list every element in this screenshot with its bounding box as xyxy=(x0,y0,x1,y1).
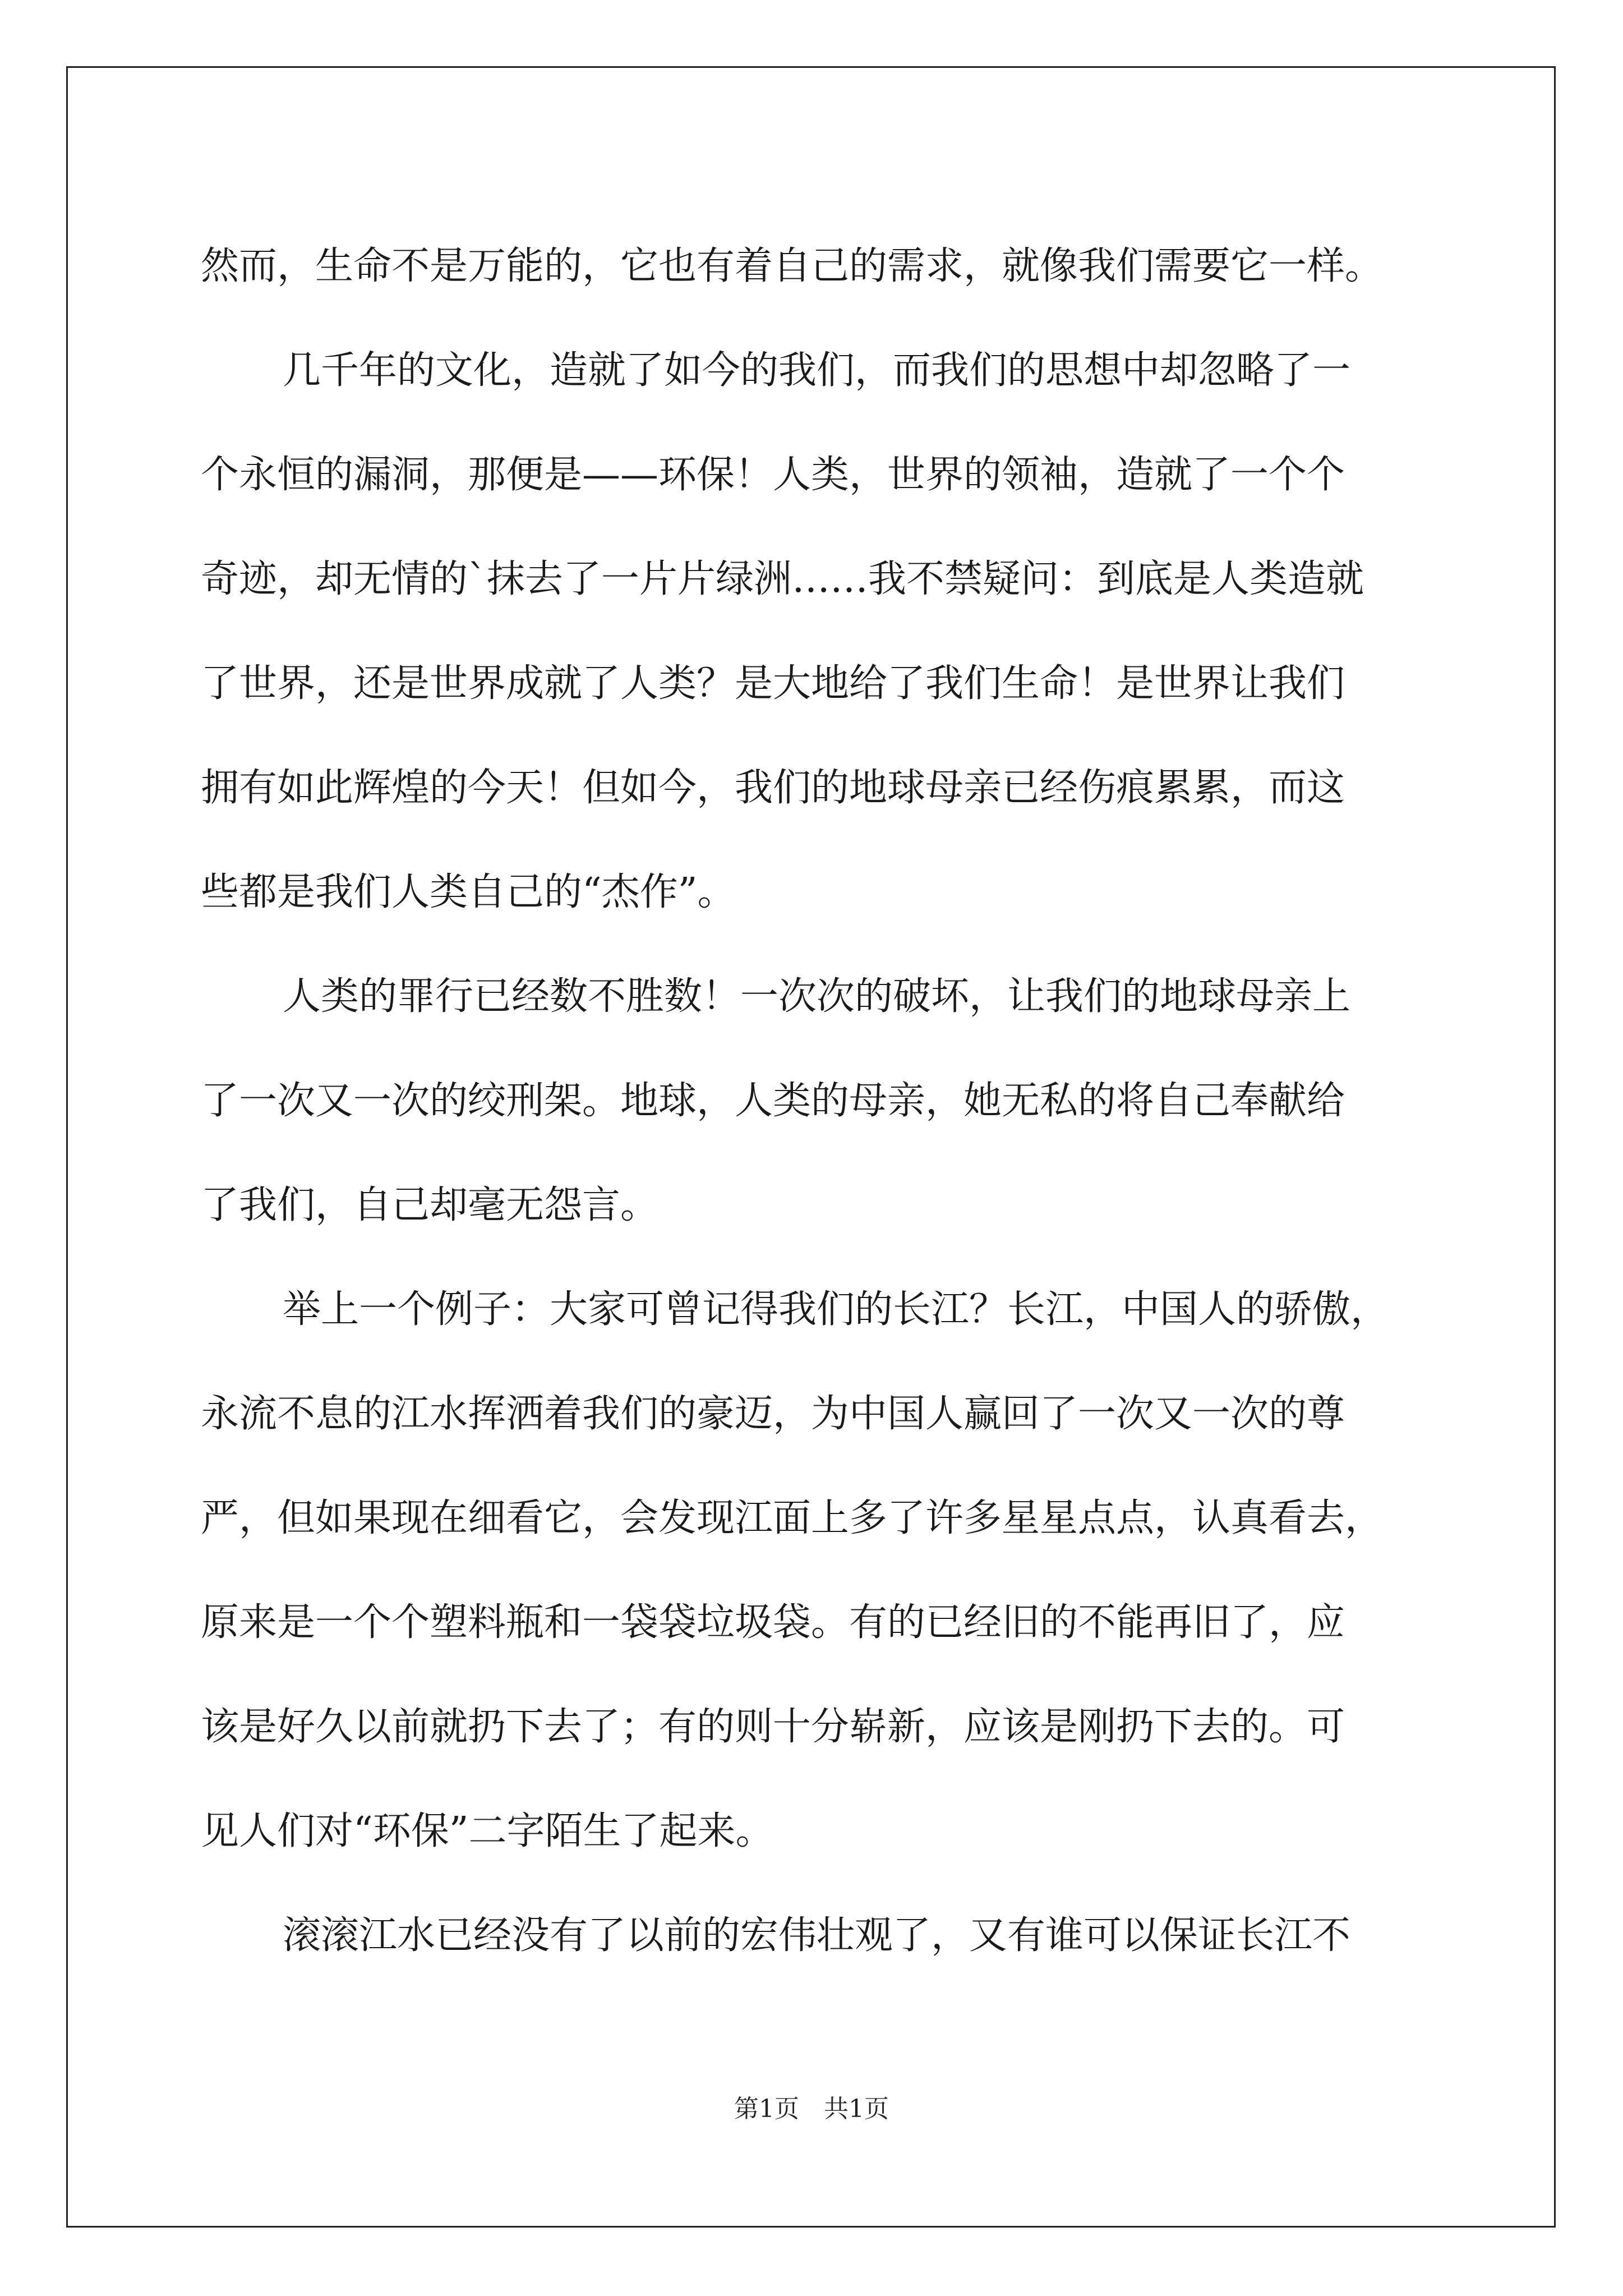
text-line: 了我们，自己却毫无怨言。 xyxy=(201,1183,659,1227)
text-line: 原来是一个个塑料瓶和一袋袋垃圾袋。有的已经旧的不能再旧了，应 xyxy=(201,1600,1345,1645)
document-body xyxy=(201,214,1437,1988)
text-line: 严，但如果现在细看它，会发现江面上多了许多星星点点，认真看去， xyxy=(201,1496,1384,1540)
text-line: 拥有如此辉煌的今天！但如今，我们的地球母亲已经伤痕累累，而这 xyxy=(201,766,1345,810)
text-line: 人类的罪行已经数不胜数！一次次的破坏，让我们的地球母亲上 xyxy=(283,974,1351,1019)
text-line: 永流不息的江水挥洒着我们的豪迈，为中国人赢回了一次又一次的尊 xyxy=(201,1392,1345,1436)
page-number: 第1页 xyxy=(734,2095,799,2123)
text-line: 个永恒的漏洞，那便是——环保！人类，世界的领袖，造就了一个个 xyxy=(201,453,1345,497)
text-line: 几千年的文化，造就了如今的我们，而我们的思想中却忽略了一 xyxy=(283,348,1351,393)
text-line: 奇迹，却无情的`抹去了一片片绿洲……我不禁疑问：到底是人类造就 xyxy=(201,557,1364,601)
page-total: 共1页 xyxy=(824,2095,889,2123)
text-line: 了一次又一次的绞刑架。地球，人类的母亲，她无私的将自己奉献给 xyxy=(201,1079,1345,1123)
text-line: 该是好久以前就扔下去了；有的则十分崭新，应该是刚扔下去的。可 xyxy=(201,1705,1345,1749)
text-line: 滚滚江水已经没有了以前的宏伟壮观了，又有谁可以保证长江不 xyxy=(283,1913,1351,1958)
page-footer xyxy=(0,2092,1623,2126)
text-line: 些都是我们人类自己的“杰作”。 xyxy=(201,870,736,914)
text-line: 见人们对“环保”二字陌生了起来。 xyxy=(201,1809,774,1853)
text-line: 了世界，还是世界成就了人类？是大地给了我们生命！是世界让我们 xyxy=(201,661,1345,706)
text-line: 举上一个例子：大家可曾记得我们的长江？长江，中国人的骄傲， xyxy=(283,1287,1389,1332)
text-line: 然而，生命不是万能的，它也有着自己的需求，就像我们需要它一样。 xyxy=(201,244,1384,288)
